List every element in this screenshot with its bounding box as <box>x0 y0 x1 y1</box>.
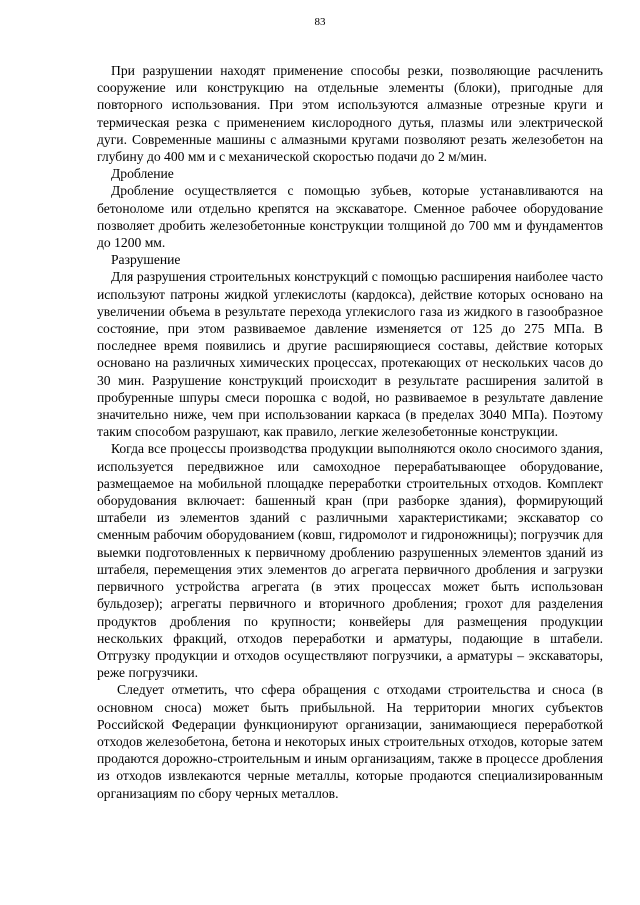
heading-crushing: Дробление <box>111 166 174 182</box>
paragraph-cutting: При разрушении находят применение способы резки, позволяющие расчленить сооружение или конструкцию на отдельные элементы (блоки), пригодные для повторного использования. При этом используются алмазные отрезные круги и термическая резка с применением кислородного дутья, плазмы или электрической дуги. Современные машины с алмазными кругами позволяют резать железобетон на глубину до 400 мм и с механической скоростью подачи до 2 м/мин. <box>97 63 603 165</box>
document-body <box>97 62 603 802</box>
heading-destruction: Разрушение <box>111 252 181 268</box>
paragraph-profitability: Следует отметить, что сфера обращения с отходами строительства и сноса (в основном сноса) может быть прибыльной. На территории многих субъектов Российской Федерации функционируют организации, занимающиеся переработкой отходов железобетона, бетона и некоторых иных строительных отходов, которые затем продаются дорожно-строительным и иным организациям, также в процессе дробления из отходов извлекаются черные металлы, которые продаются специализированным организациям по сбору черных металлов. <box>97 682 603 801</box>
paragraph-destruction: Для разрушения строительных конструкций с помощью расширения наиболее часто используют патроны жидкой углекислоты (кардокса), действие которых основано на увеличении объема в результате перехода углекислого газа из жидкого в газообразное состояние, при этом развиваемое давление изменяется от 125 до 275 МПа. В последнее время появились и другие расширяющиеся составы, действие которых основано на различных химических процессах, протекающих от нескольких часов до 30 мин. Разрушение конструкций происходит в результате расширения залитой в пробуренные шпуры смеси порошка с водой, но развиваемое в результате давление значительно ниже, чем при использовании каркаса (в пределах 3040 МПа). Поэтому таким способом разрушают, как правило, легкие железобетонные конструкции. <box>97 269 603 440</box>
paragraph-crushing: Дробление осуществляется с помощью зубьев, которые устанавливаются на бетоноломе или отдельно крепятся на экскаваторе. Сменное рабочее оборудование позволяет дробить железобетонные конструкции толщиной до 700 мм и фундаментов до 1200 мм. <box>97 183 603 251</box>
paragraph-mobile-equipment: Когда все процессы производства продукции выполняются около сносимого здания, используется передвижное или самоходное перерабатывающее оборудование, размещаемое на мобильной площадке переработки строительных отходов. Комплект оборудования включает: башенный кран (при разборке здания), формирующий штабели из элементов зданий с различными характеристиками; экскаватор со сменным рабочим оборудованием (ковш, гидромолот и гидроножницы); погрузчик для выемки подготовленных к первичному дроблению разрушенных элементов зданий из штабеля, перемещения этих элементов до агрегата первичного дробления и загрузки первичного устройства агрегата (в этих процессах может быть использован бульдозер); агрегаты первичного и вторичного дробления; грохот для разделения продуктов дробления по крупности; конвейеры для размещения продукции нескольких фракций, отходов переработки и арматуры, подающие в штабели. Отгрузку продукции и отходов осуществляют погрузчики, а арматуры – экскаваторы, реже погрузчики. <box>97 441 603 681</box>
page-number: 83 <box>314 16 326 28</box>
